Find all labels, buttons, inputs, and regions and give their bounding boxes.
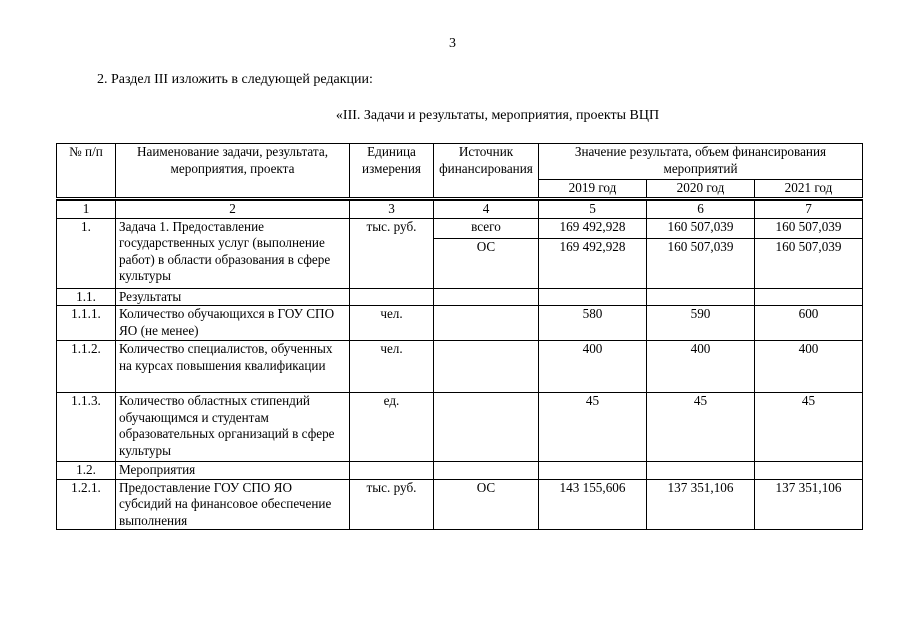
row-value-2021: 137 351,106 [755,479,863,530]
row-name: Задача 1. Предоставление государственных услуг (выполнение работ) в области образования в сфере культуры [116,218,350,288]
column-number-row [57,200,863,218]
row-value-2021: 160 507,039 [755,238,863,288]
row-name: Результаты [116,288,350,306]
results-table [56,199,863,530]
column-number: 2 [116,200,350,218]
row-value-2019: 45 [539,393,647,462]
row-unit [350,462,434,480]
header-source: Источник финансирования [434,144,539,198]
row-no: 1. [57,218,116,288]
row-name: Предоставление ГОУ СПО ЯО субсидий на финансовое обеспечение выполнения [116,479,350,530]
row-value-2019 [539,462,647,480]
row-value-2021: 160 507,039 [755,218,863,238]
row-source: ОС [434,238,539,288]
row-unit: чел. [350,306,434,341]
row-value-2020: 45 [647,393,755,462]
header-name: Наименование задачи, результата, мероприятия, проекта [116,144,350,198]
page-number: 3 [449,36,456,51]
row-value-2019 [539,288,647,306]
row-source [434,462,539,480]
table-row [57,393,863,462]
column-number: 4 [434,200,539,218]
table-row [57,341,863,393]
row-value-2020: 160 507,039 [647,238,755,288]
row-value-2019: 169 492,928 [539,238,647,288]
header-value: Значение результата, объем финансирования мероприятий [539,144,863,180]
row-value-2020: 590 [647,306,755,341]
row-unit [350,288,434,306]
row-unit: тыс. руб. [350,479,434,530]
header-table [56,143,863,198]
row-no: 1.2. [57,462,116,480]
row-unit: тыс. руб. [350,218,434,288]
row-value-2019: 169 492,928 [539,218,647,238]
row-unit: чел. [350,341,434,393]
row-value-2019: 143 155,606 [539,479,647,530]
header-unit: Единица измерения [350,144,434,198]
row-no: 1.1.1. [57,306,116,341]
table-row [57,462,863,480]
row-source [434,288,539,306]
row-value-2021 [755,288,863,306]
column-number: 6 [647,200,755,218]
intro-text: 2. Раздел III изложить в следующей редакции: [97,72,373,87]
header-no: № п/п [57,144,116,198]
row-name: Количество обучающихся в ГОУ СПО ЯО (не менее) [116,306,350,341]
row-source [434,306,539,341]
table-row [57,479,863,530]
row-source: ОС [434,479,539,530]
row-no: 1.2.1. [57,479,116,530]
row-value-2020: 400 [647,341,755,393]
row-no: 1.1.2. [57,341,116,393]
column-number: 3 [350,200,434,218]
row-no: 1.1. [57,288,116,306]
row-name: Количество областных стипендий обучающимся и студентам образовательных организаций в сфере культуры [116,393,350,462]
header-year-2020: 2020 год [647,180,755,198]
row-name: Количество специалистов, обученных на курсах повышения квалификации [116,341,350,393]
row-value-2021: 400 [755,341,863,393]
row-value-2020: 160 507,039 [647,218,755,238]
row-value-2021: 600 [755,306,863,341]
table-row [57,218,863,238]
table-row [57,306,863,341]
row-unit: ед. [350,393,434,462]
column-number: 5 [539,200,647,218]
row-name: Мероприятия [116,462,350,480]
row-value-2020 [647,462,755,480]
header-year-2021: 2021 год [755,180,863,198]
row-value-2020 [647,288,755,306]
column-number: 7 [755,200,863,218]
row-value-2020: 137 351,106 [647,479,755,530]
column-number: 1 [57,200,116,218]
row-value-2019: 400 [539,341,647,393]
row-no: 1.1.3. [57,393,116,462]
table-row [57,288,863,306]
row-value-2021 [755,462,863,480]
header-year-2019: 2019 год [539,180,647,198]
row-source [434,393,539,462]
row-source: всего [434,218,539,238]
row-value-2021: 45 [755,393,863,462]
row-source [434,341,539,393]
section-title: «III. Задачи и результаты, мероприятия, проекты ВЦП [335,108,660,123]
row-value-2019: 580 [539,306,647,341]
